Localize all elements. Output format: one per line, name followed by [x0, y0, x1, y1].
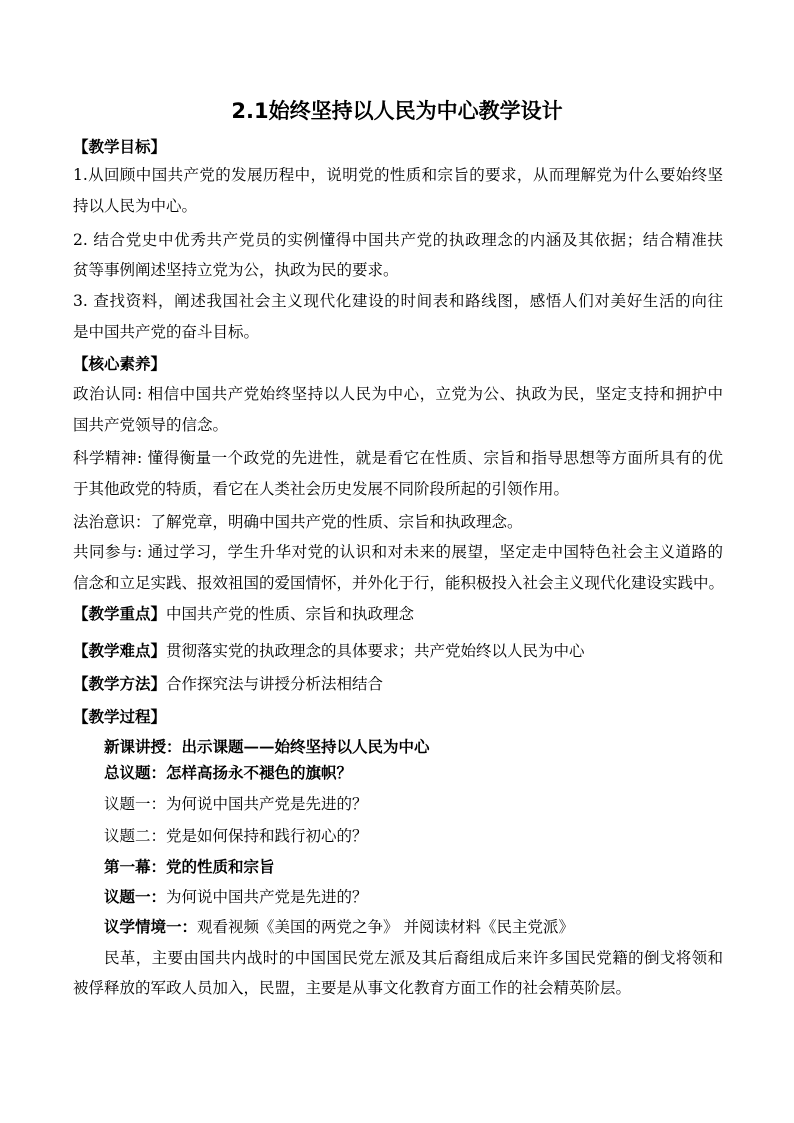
- objective-1-line-1: 1.从回顾中国共产党的发展历程中，说明党的性质和宗旨的要求，从而理解党为什么要始终坚: [73, 166, 723, 184]
- literacy-participation-line-1: 共同参与: 通过学习，学生升华对党的认识和对未来的展望，坚定走中国特色社会主义道路的: [73, 543, 723, 561]
- process-intro: 新课讲授：出示课题——始终坚持以人民为中心: [104, 737, 430, 756]
- scenario-label: 议学情境一：: [104, 917, 198, 936]
- objective-2-line-2: 贫等事例阐述坚持立党为公，执政为民的要求。: [73, 261, 399, 279]
- process-scenario: [104, 916, 574, 938]
- process-heading: 【教学过程】: [73, 707, 167, 726]
- process-paragraph-line-2: 被俘释放的军政人员加入，民盟，主要是从事文化教育方面工作的社会精英阶层。: [73, 979, 632, 997]
- objective-3-line-2: 是中国共产党的奋斗目标。: [73, 323, 260, 341]
- process-topic-1: 议题一：为何说中国共产党是先进的？: [104, 795, 368, 813]
- difficulty: [73, 640, 585, 662]
- page-title: 2.1始终坚持以人民为中心教学设计: [231, 99, 563, 123]
- literacy-science-line-1: 科学精神: 懂得衡量一个政党的先进性，就是看它在性质、宗旨和指导思想等方面所具有的优: [73, 449, 723, 467]
- objective-3-line-1: 3. 查找资料，阐述我国社会主义现代化建设的时间表和路线图，感悟人们对美好生活的向往: [73, 292, 723, 310]
- process-act-1-topic: [104, 886, 368, 908]
- objective-2-line-1: 2. 结合党史中优秀共产党员的实例懂得中国共产党的执政理念的内涵及其依据；结合精准扶: [73, 231, 723, 249]
- process-paragraph-line-1: 民革，主要由国共内战时的中国国民党左派及其后裔组成后来许多国民党籍的倒戈将领和: [104, 949, 723, 967]
- process-topic-2: 议题二：党是如何保持和践行初心的？: [104, 827, 368, 845]
- process-act-1: 第一幕：党的性质和宗旨: [104, 857, 275, 876]
- key-point-label: 【教学重点】: [73, 604, 167, 623]
- process-main-topic: 总议题：怎样高扬永不褪色的旗帜？: [104, 763, 353, 782]
- method-text: 合作探究法与讲授分析法相结合: [166, 675, 384, 693]
- topic-1-label: 议题一：: [104, 887, 167, 906]
- objectives-heading: 【教学目标】: [73, 137, 167, 156]
- objective-1-line-2: 持以人民为中心。: [73, 197, 198, 215]
- scenario-text: 观看视频《美国的两党之争》 并阅读材料《民主党派》: [197, 918, 574, 936]
- literacy-participation-line-2: 信念和立足实践、报效祖国的爱国情怀，并外化于行，能积极投入社会主义现代化建设实践中。: [73, 574, 725, 592]
- difficulty-label: 【教学难点】: [73, 641, 167, 660]
- difficulty-text: 贯彻落实党的执政理念的具体要求；共产党始终以人民为中心: [166, 642, 585, 660]
- literacy-heading: 【核心素养】: [73, 354, 167, 373]
- topic-1-text: 为何说中国共产党是先进的？: [166, 888, 368, 906]
- method: [73, 673, 383, 695]
- key-point-text: 中国共产党的性质、宗旨和执政理念: [166, 605, 415, 623]
- literacy-science-line-2: 于其他政党的特质，看它在人类社会历史发展不同阶段所起的引领作用。: [73, 480, 570, 498]
- method-label: 【教学方法】: [73, 674, 167, 693]
- literacy-political-line-2: 国共产党领导的信念。: [73, 416, 229, 434]
- literacy-political-line-1: 政治认同: 相信中国共产党始终坚持以人民为中心，立党为公、执政为民，坚定支持和拥护中: [73, 385, 723, 403]
- key-point: [73, 603, 414, 625]
- literacy-law: 法治意识：了解党章，明确中国共产党的性质、宗旨和执政理念。: [73, 513, 523, 531]
